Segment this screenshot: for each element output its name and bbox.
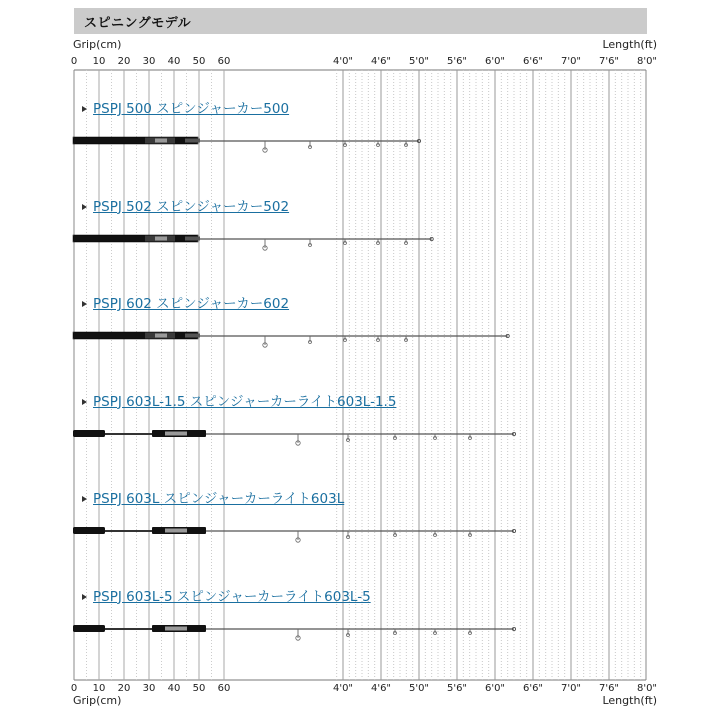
length-tick-label: 8'0"	[636, 683, 658, 694]
rod-butt-grip	[73, 527, 105, 534]
rod-model-link[interactable]: PSPJ 502 スピンジャーカー502	[93, 198, 290, 215]
rod-model-item	[82, 292, 289, 312]
grip-tick-label: 10	[92, 56, 106, 67]
grip-tick-label: 20	[117, 683, 131, 694]
length-tick-label: 7'0"	[560, 683, 582, 694]
rod-model-link[interactable]: PSPJ 500 スピンジャーカー500	[93, 101, 290, 117]
rod-model-item	[82, 97, 289, 117]
rod-handle	[73, 235, 198, 242]
rod-model-link[interactable]: PSPJ 602 スピンジャーカー602	[93, 296, 290, 312]
length-tick-label: 4'0"	[332, 683, 354, 694]
rod-reel-seat-band	[155, 334, 167, 338]
grip-tick-label: 10	[92, 683, 106, 694]
bullet-triangle-icon	[82, 301, 87, 307]
rod-reel-seat-band	[155, 237, 167, 241]
rod-butt-grip	[73, 625, 105, 632]
rod-model-item	[82, 585, 371, 605]
section-title: スピニングモデル	[84, 16, 192, 31]
length-tick-label: 4'6"	[370, 683, 392, 694]
grip-tick-label: 0	[70, 56, 78, 67]
grip-axis-label-bottom: Grip(cm)	[73, 694, 122, 707]
bullet-triangle-icon	[82, 204, 87, 210]
length-tick-label: 4'6"	[370, 56, 392, 67]
grip-axis-label-top: Grip(cm)	[73, 38, 122, 51]
rod-winding-check	[185, 139, 200, 143]
rod-reel-seat-band	[165, 627, 187, 631]
rod-reel-seat-band	[155, 139, 167, 143]
grip-tick-label: 20	[117, 56, 131, 67]
length-tick-label: 7'0"	[560, 56, 582, 67]
grip-tick-label: 50	[192, 56, 206, 67]
rod-model-item	[82, 390, 396, 410]
grip-tick-label: 50	[192, 683, 206, 694]
grip-tick-label: 30	[142, 683, 156, 694]
rod-winding-check	[185, 237, 200, 241]
bullet-triangle-icon	[82, 594, 87, 600]
bullet-triangle-icon	[82, 106, 87, 112]
length-tick-label: 7'6"	[598, 683, 620, 694]
length-tick-label: 5'6"	[446, 683, 468, 694]
rod-model-item	[82, 195, 289, 215]
rod-butt-grip	[73, 430, 105, 437]
length-tick-label: 8'0"	[636, 56, 658, 67]
grip-tick-label: 40	[167, 56, 181, 67]
rod-model-link[interactable]: PSPJ 603L-5 スピンジャーカーライト603L-5	[93, 588, 371, 605]
grip-tick-label: 60	[217, 56, 231, 67]
length-tick-label: 6'0"	[484, 683, 506, 694]
length-tick-label: 6'6"	[522, 56, 544, 67]
length-axis-label-bottom: Length(ft)	[602, 694, 657, 707]
bullet-triangle-icon	[82, 496, 87, 502]
length-tick-label: 6'0"	[484, 56, 506, 67]
rod-handle	[73, 332, 198, 339]
grip-tick-label: 0	[70, 683, 78, 694]
grip-tick-label: 60	[217, 683, 231, 694]
rod-handle	[73, 137, 198, 144]
rod-reel-seat-band	[165, 432, 187, 436]
grip-tick-label: 40	[167, 683, 181, 694]
grip-tick-label: 30	[142, 56, 156, 67]
length-tick-label: 5'6"	[446, 56, 468, 67]
bullet-triangle-icon	[82, 399, 87, 405]
length-tick-label: 5'0"	[408, 56, 430, 67]
length-axis-label-top: Length(ft)	[602, 38, 657, 51]
rod-model-item	[82, 487, 344, 507]
length-tick-label: 6'6"	[522, 683, 544, 694]
rod-model-link[interactable]: PSPJ 603L スピンジャーカーライト603L	[93, 491, 345, 507]
rod-winding-check	[185, 334, 200, 338]
length-tick-label: 4'0"	[332, 56, 354, 67]
length-tick-label: 7'6"	[598, 56, 620, 67]
rod-model-link[interactable]: PSPJ 603L-1.5 スピンジャーカーライト603L-1.5	[93, 393, 397, 410]
length-tick-label: 5'0"	[408, 683, 430, 694]
rod-reel-seat-band	[165, 529, 187, 533]
